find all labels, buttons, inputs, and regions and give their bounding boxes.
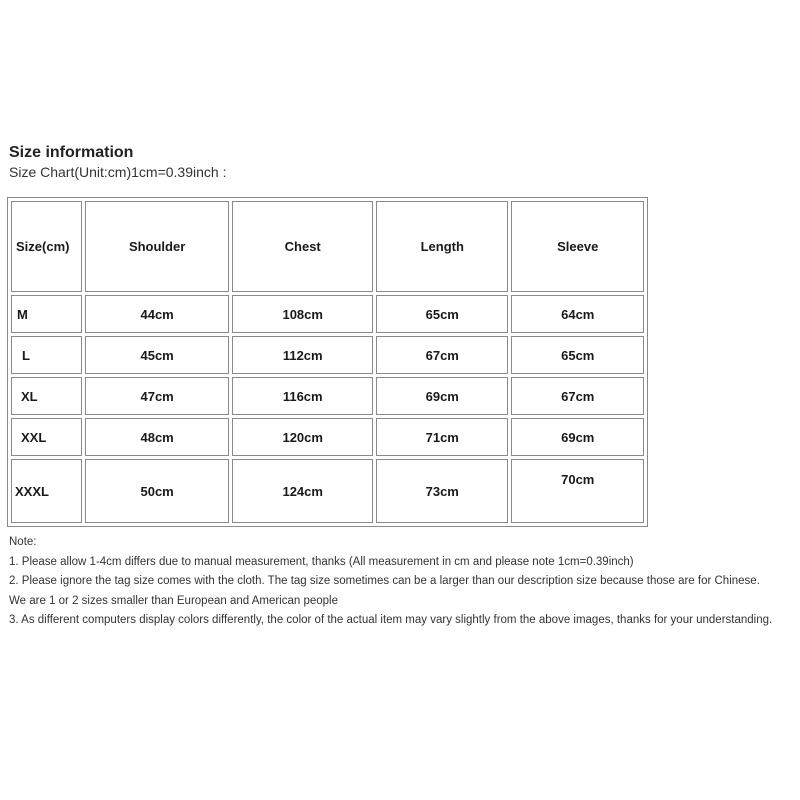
table-row bbox=[11, 295, 644, 333]
table-row bbox=[11, 336, 644, 374]
column-header-chest: Chest bbox=[232, 201, 373, 292]
chest-cell: 108cm bbox=[232, 295, 373, 333]
size-cell: M bbox=[11, 295, 82, 333]
table-header-row bbox=[11, 201, 644, 292]
shoulder-cell: 50cm bbox=[85, 459, 230, 523]
column-header-shoulder: Shoulder bbox=[85, 201, 230, 292]
chest-cell: 124cm bbox=[232, 459, 373, 523]
note-line: 3. As different computers display colors differently, the color of the actual item may vary slightly from the above images, thanks for your understanding. bbox=[9, 614, 773, 627]
notes-section bbox=[9, 533, 799, 631]
note-line: We are 1 or 2 sizes smaller than European and American people bbox=[9, 594, 339, 607]
table-row bbox=[11, 459, 644, 523]
size-cell: XL bbox=[11, 377, 82, 415]
size-chart-table bbox=[7, 197, 648, 527]
length-cell: 65cm bbox=[376, 295, 508, 333]
column-header-size: Size(cm) bbox=[11, 201, 82, 292]
note-line: 2. Please ignore the tag size comes with the cloth. The tag size sometimes can be a larger than our description size because those are for Chinese. bbox=[9, 575, 760, 588]
note-line: 1. Please allow 1-4cm differs due to manual measurement, thanks (All measurement in cm and please note 1cm=0.39inch) bbox=[9, 555, 634, 568]
chest-cell: 112cm bbox=[232, 336, 373, 374]
page-title: Size information bbox=[9, 144, 134, 161]
sleeve-cell: 70cm bbox=[511, 459, 644, 523]
sleeve-cell: 67cm bbox=[511, 377, 644, 415]
length-cell: 69cm bbox=[376, 377, 508, 415]
notes-label: Note: bbox=[9, 536, 37, 548]
length-cell: 67cm bbox=[376, 336, 508, 374]
length-cell: 71cm bbox=[376, 418, 508, 456]
column-header-sleeve: Sleeve bbox=[511, 201, 644, 292]
size-chart-unit-caption: Size Chart(Unit:cm)1cm=0.39inch : bbox=[9, 164, 227, 180]
shoulder-cell: 45cm bbox=[85, 336, 230, 374]
sleeve-cell: 69cm bbox=[511, 418, 644, 456]
sleeve-cell: 64cm bbox=[511, 295, 644, 333]
length-cell: 73cm bbox=[376, 459, 508, 523]
column-header-length: Length bbox=[376, 201, 508, 292]
chest-cell: 116cm bbox=[232, 377, 373, 415]
chest-cell: 120cm bbox=[232, 418, 373, 456]
table-row bbox=[11, 418, 644, 456]
table-row bbox=[11, 377, 644, 415]
size-cell: L bbox=[11, 336, 82, 374]
sleeve-cell: 65cm bbox=[511, 336, 644, 374]
shoulder-cell: 44cm bbox=[85, 295, 230, 333]
size-cell: XXL bbox=[11, 418, 82, 456]
size-cell: XXXL bbox=[11, 459, 82, 523]
shoulder-cell: 48cm bbox=[85, 418, 230, 456]
shoulder-cell: 47cm bbox=[85, 377, 230, 415]
